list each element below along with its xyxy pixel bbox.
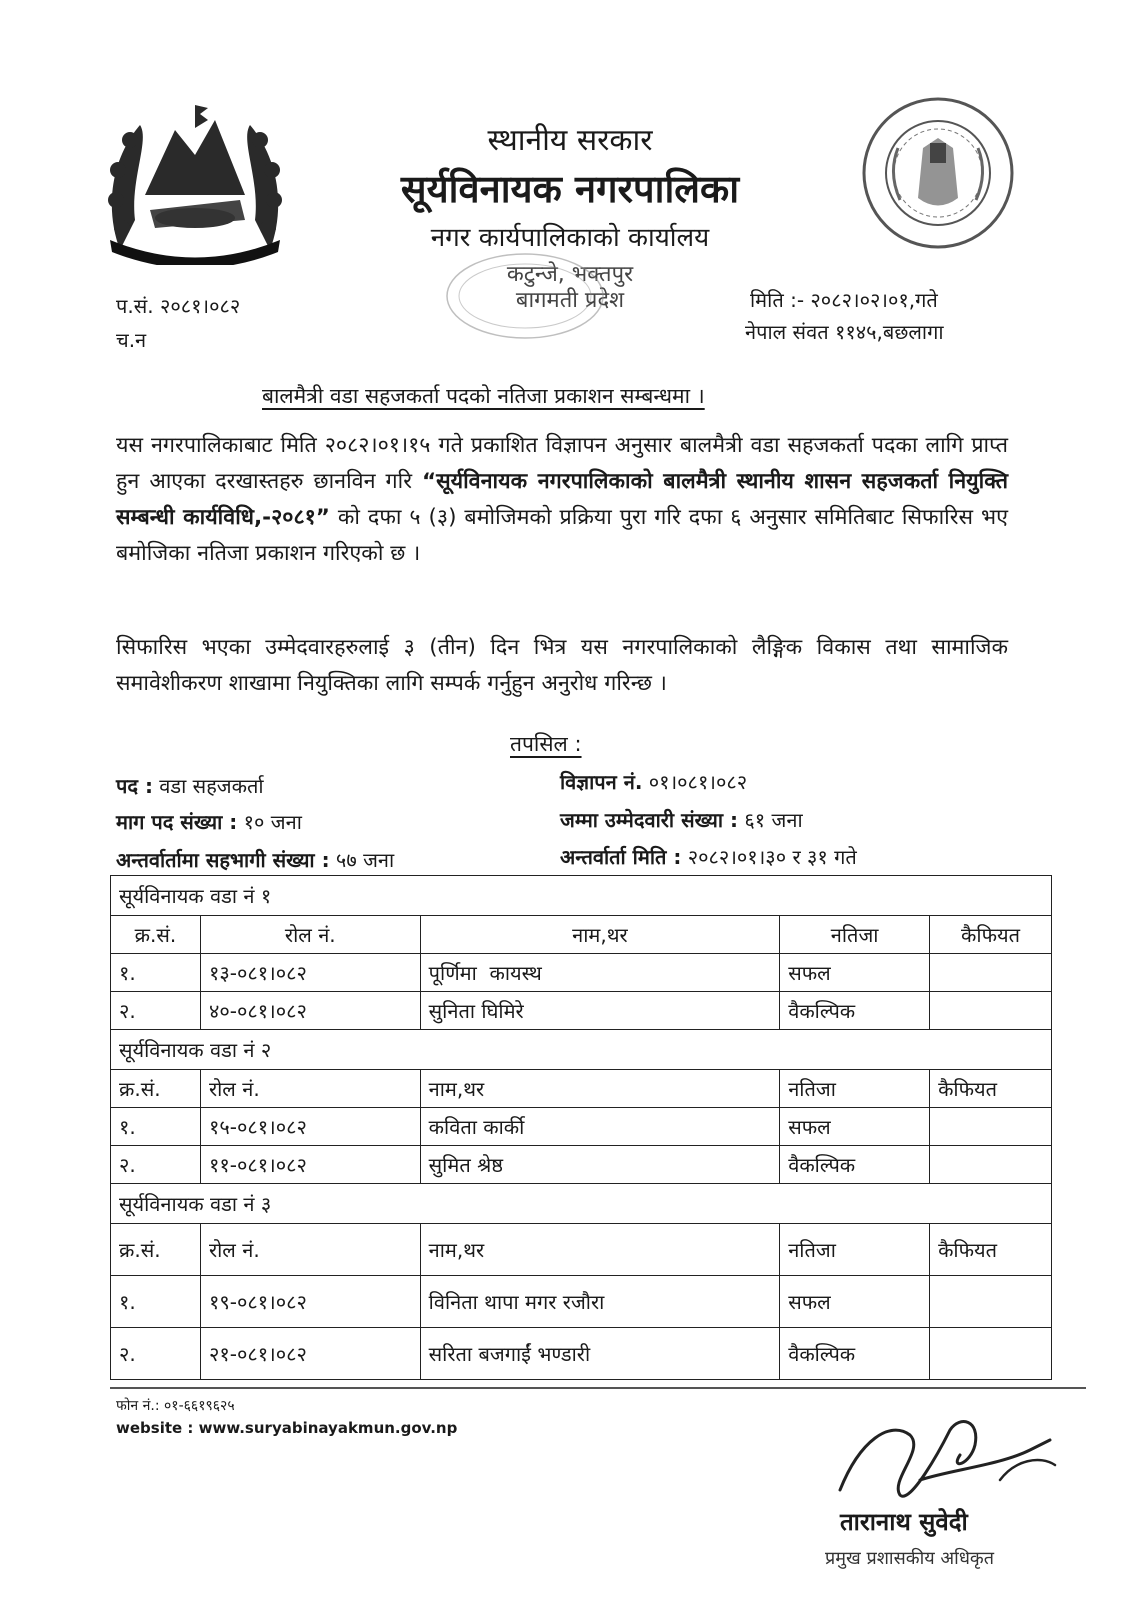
cell-sn: २.	[111, 1146, 201, 1184]
participant-label: अन्तर्वार्तामा सहभागी संख्या :	[116, 848, 330, 872]
reference-number: प.सं. २०८१।०८२	[116, 294, 241, 318]
demand-count-info	[116, 808, 302, 835]
date-bs: मिति :- २०८२।०२।०१,गते	[750, 288, 938, 312]
cell-roll: २१-०८१।०८२	[200, 1328, 420, 1380]
cell-sn: २.	[111, 992, 201, 1030]
cell-remarks	[930, 992, 1052, 1030]
header-province: बागमती प्रदेश	[515, 288, 625, 313]
cell-name: कविता कार्की	[420, 1108, 780, 1146]
cell-sn: २.	[111, 1328, 201, 1380]
footer-website: website : www.suryabinayakmun.gov.np	[116, 1419, 458, 1437]
cell-sn: १.	[111, 1276, 201, 1328]
cell-roll: १३-०८१।०८२	[200, 954, 420, 992]
cell-result: वैकल्पिक	[780, 1146, 930, 1184]
cell-remarks	[930, 954, 1052, 992]
table-row	[111, 954, 1052, 992]
cell-roll: १९-०८१।०८२	[200, 1276, 420, 1328]
office-stamp-icon	[440, 248, 610, 343]
advertisement-info	[560, 768, 747, 795]
header-remarks: कैफियत	[930, 1224, 1052, 1276]
post-label: पद :	[116, 774, 153, 798]
interview-date-label: अन्तर्वार्ता मिति :	[560, 845, 682, 869]
interview-date-info	[560, 843, 857, 870]
header-remarks: कैफियत	[930, 1070, 1052, 1108]
cell-roll: ११-०८१।०८२	[200, 1146, 420, 1184]
cell-result: सफल	[780, 954, 930, 992]
footer-phone: फोन नं.: ०१-६६१९६२५	[116, 1398, 235, 1414]
cell-name: विनिता थापा मगर रजौरा	[420, 1276, 780, 1328]
demand-count-value: १० जना	[237, 810, 302, 834]
footer-divider	[110, 1387, 1086, 1389]
table-header-row	[111, 916, 1052, 954]
cell-result: वैकल्पिक	[780, 1328, 930, 1380]
cell-name: सुमित श्रेष्ठ	[420, 1146, 780, 1184]
results-table	[110, 875, 1052, 1380]
signature-icon	[800, 1410, 1080, 1520]
interview-date-value: २०८२।०१।३० र ३१ गते	[681, 845, 857, 869]
table-header-row	[111, 1070, 1052, 1108]
header-municipality-name: सूर्यविनायक नगरपालिका	[400, 167, 740, 211]
participant-value: ५७ जना	[329, 848, 395, 872]
details-heading: तपसिल :	[510, 732, 582, 756]
cell-remarks	[930, 1108, 1052, 1146]
signatory-title: प्रमुख प्रशासकीय अधिकृत	[825, 1548, 994, 1569]
header-address: कटुन्जे, भक्तपुर	[506, 262, 634, 287]
subject-line: बालमैत्री वडा सहजकर्ता पदको नतिजा प्रकाशन सम्बन्धमा ।	[262, 384, 705, 408]
header-sn: क्र.सं.	[111, 1224, 201, 1276]
cell-roll: ४०-०८१।०८२	[200, 992, 420, 1030]
header-name: नाम,थर	[420, 1224, 780, 1276]
table-row	[111, 992, 1052, 1030]
table-row	[111, 1328, 1052, 1380]
cell-result: वैकल्पिक	[780, 992, 930, 1030]
cell-remarks	[930, 1146, 1052, 1184]
table-row	[111, 1146, 1052, 1184]
date-nepal-sambat: नेपाल संवत ११४५,बछलागा	[745, 320, 944, 344]
post-value: वडा सहजकर्ता	[152, 774, 264, 798]
municipality-seal-icon	[858, 88, 1018, 263]
total-candidates-label: जम्मा उम्मेदवारी संख्या :	[560, 808, 739, 832]
header-sn: क्र.सं.	[111, 1070, 201, 1108]
total-candidates-info	[560, 806, 803, 833]
header-sn: क्र.सं.	[111, 916, 201, 954]
dispatch-number: च.न	[116, 328, 147, 352]
cell-name: पूर्णिमा कायस्थ	[420, 954, 780, 992]
procedure-title: “सूर्यविनायक नगरपालिकाको बालमैत्री स्थानीय शासन सहजकर्ता नियुक्ति सम्बन्धी कार्यविधि,-२०८१”	[116, 469, 1008, 530]
header-remarks: कैफियत	[930, 916, 1052, 954]
header-name: नाम,थर	[420, 916, 780, 954]
demand-count-label: माग पद संख्या :	[116, 810, 238, 834]
signatory-name: तारानाथ सुवेदी	[840, 1508, 968, 1536]
total-candidates-value: ६१ जना	[738, 808, 803, 832]
table-row	[111, 1276, 1052, 1328]
advertisement-label: विज्ञापन नं.	[560, 770, 643, 794]
nepal-emblem-icon	[100, 100, 290, 265]
header-roll: रोल नं.	[200, 1224, 420, 1276]
cell-roll: १५-०८१।०८२	[200, 1108, 420, 1146]
header-result: नतिजा	[780, 1224, 930, 1276]
cell-result: सफल	[780, 1276, 930, 1328]
cell-name: सुनिता घिमिरे	[420, 992, 780, 1030]
table-header-row	[111, 1224, 1052, 1276]
header-office-name: नगर कार्यपालिकाको कार्यालय	[430, 223, 710, 253]
ward-3-title: सूर्यविनायक वडा नं ३	[111, 1184, 1052, 1224]
body-paragraph-1	[116, 428, 1008, 572]
cell-sn: १.	[111, 1108, 201, 1146]
header-result: नतिजा	[780, 916, 930, 954]
cell-name: सरिता बजगाईं भण्डारी	[420, 1328, 780, 1380]
header-roll: रोल नं.	[200, 1070, 420, 1108]
body-paragraph-2: सिफारिस भएका उम्मेदवारहरुलाई ३ (तीन) दिन भित्र यस नगरपालिकाको लैङ्गिक विकास तथा सामाजिक समावेशीकरण शाखामा नियुक्तिका लागि सम्पर्क गर्नुहुन अनुरोध गरिन्छ ।	[116, 635, 1008, 696]
header-name: नाम,थर	[420, 1070, 780, 1108]
header-roll: रोल नं.	[200, 916, 420, 954]
cell-remarks	[930, 1328, 1052, 1380]
cell-result: सफल	[780, 1108, 930, 1146]
advertisement-value: ०१।०८१।०८२	[642, 770, 748, 794]
header-result: नतिजा	[780, 1070, 930, 1108]
header-local-government: स्थानीय सरकार	[487, 123, 653, 158]
paragraph-1-part-1: यस नगरपालिकाबाट मिति २०८२।०१।१५ गते प्रकाशित विज्ञापन अनुसार बालमैत्री वडा सहजकर्ता पदका लागि प्राप्त हुन आएका दरखास्तहरु छानविन गरि	[116, 433, 1008, 494]
interview-participant-info	[116, 846, 394, 873]
ward-2-title: सूर्यविनायक वडा नं २	[111, 1030, 1052, 1070]
cell-sn: १.	[111, 954, 201, 992]
table-row	[111, 1108, 1052, 1146]
post-info	[116, 772, 264, 799]
ward-1-title: सूर्यविनायक वडा नं १	[111, 876, 1052, 916]
cell-remarks	[930, 1276, 1052, 1328]
paragraph-1-part-2: को दफा ५ (३) बमोजिमको प्रक्रिया पुरा गरि दफा ६ अनुसार समितिबाट सिफारिस भए बमोजिका नतिजा प्रकाशन गरिएको छ ।	[116, 505, 1009, 566]
